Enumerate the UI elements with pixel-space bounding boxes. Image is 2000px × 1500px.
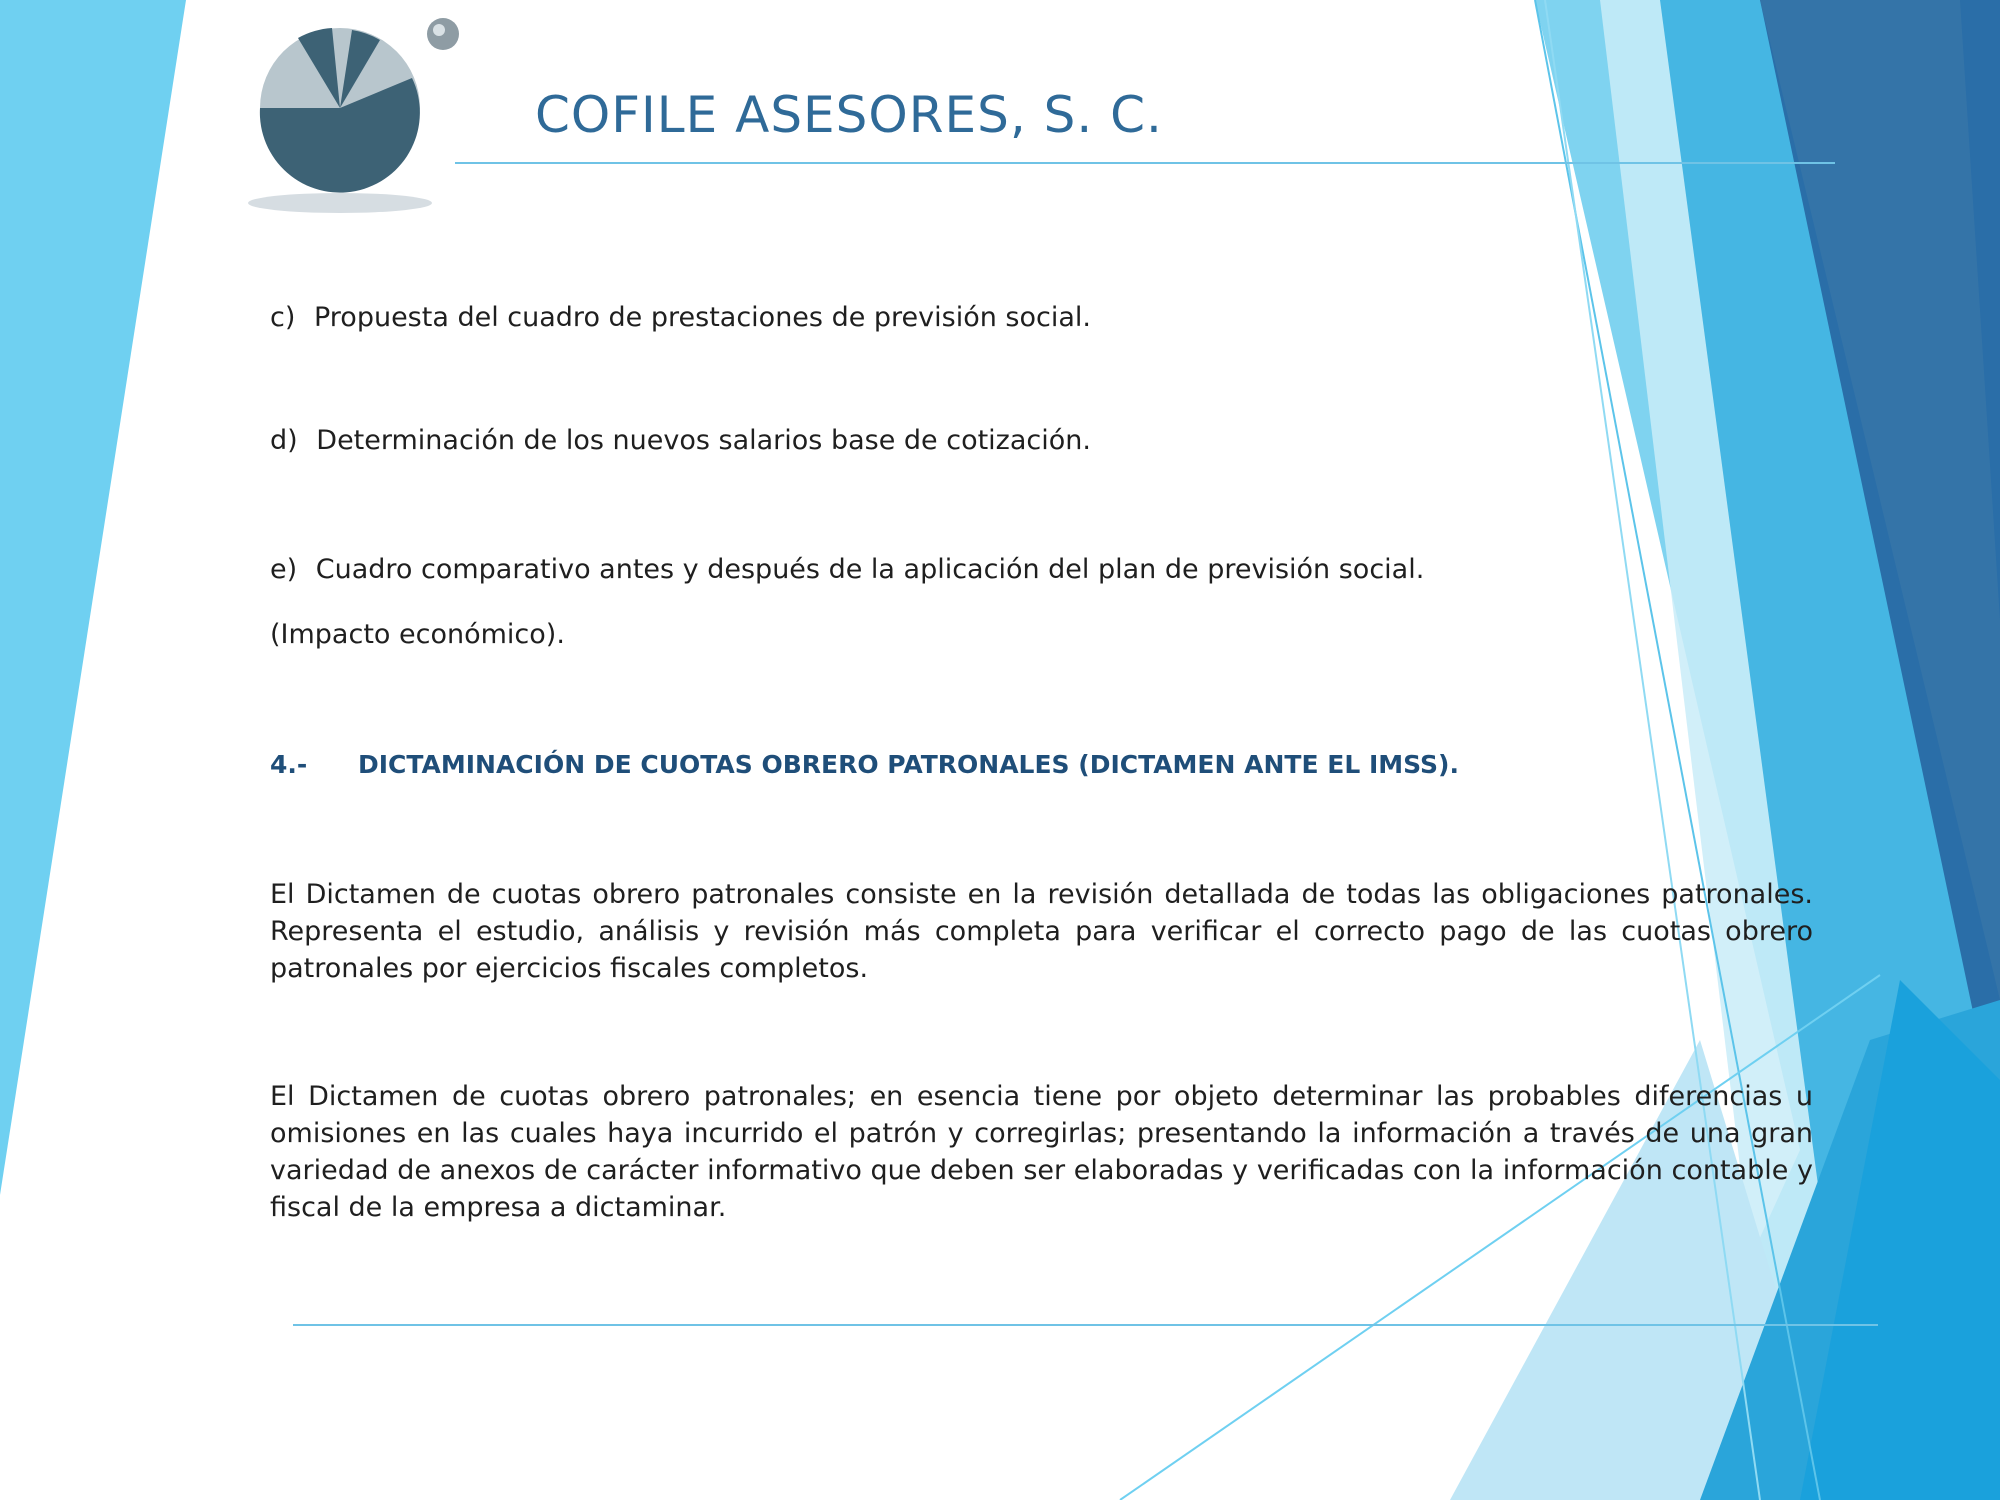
section-heading: [270, 750, 1459, 779]
list-item-e-note: (Impacto económico).: [270, 619, 565, 650]
list-item-c: [270, 302, 1091, 333]
list-item-e: [270, 554, 1424, 585]
footer-divider: [293, 1324, 1878, 1326]
page-title: COFILE ASESORES, S. C.: [535, 86, 1163, 144]
paragraph-2: El Dictamen de cuotas obrero patronales; en esencia tiene por objeto determinar las probables diferencias u omisiones en las cuales haya incurrido el patrón y corregirlas; presentando la información a través de una gran variedad de anexos de carácter informativo que deben ser elaboradas y verificadas con la información contable y fiscal de la empresa a dictaminar.: [270, 1081, 1813, 1223]
list-item-label: c): [270, 302, 296, 333]
paragraph-1: El Dictamen de cuotas obrero patronales consiste en la revisión detallada de todas las obligaciones patronales. Representa el estudio, análisis y revisión más completa para verificar el correcto pago de las cuotas obrero patronales por ejercicios fiscales completos.: [270, 879, 1813, 984]
section-number: 4.-: [270, 750, 308, 779]
list-item-text: Cuadro comparativo antes y después de la aplicación del plan de previsión social.: [315, 554, 1425, 585]
title-divider: [455, 162, 1835, 164]
cofile-pie-logo-icon: [240, 8, 470, 218]
section-title: DICTAMINACIÓN DE CUOTAS OBRERO PATRONALES (DICTAMEN ANTE EL IMSS).: [358, 750, 1459, 779]
left-blue-wedge: [0, 0, 186, 1195]
list-item-d: [270, 425, 1091, 456]
list-item-text: Propuesta del cuadro de prestaciones de previsión social.: [313, 302, 1091, 333]
list-item-label: d): [270, 425, 298, 456]
list-item-text: Determinación de los nuevos salarios base de cotización.: [316, 425, 1091, 456]
list-item-label: e): [270, 554, 298, 585]
